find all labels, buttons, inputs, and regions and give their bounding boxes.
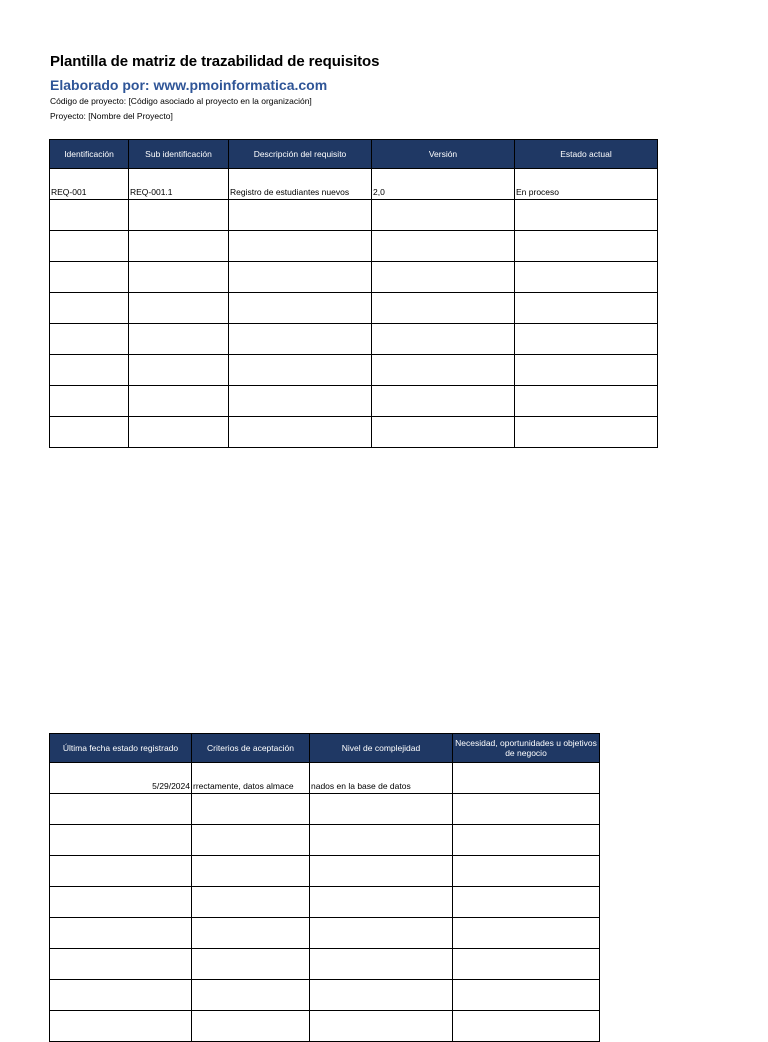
table-cell[interactable] — [50, 918, 192, 949]
table-cell[interactable] — [50, 231, 129, 262]
table-cell[interactable] — [515, 417, 658, 448]
table-cell[interactable] — [310, 918, 453, 949]
table-cell[interactable] — [192, 949, 310, 980]
table-cell[interactable] — [50, 262, 129, 293]
table-cell[interactable] — [192, 1011, 310, 1042]
table-cell[interactable]: nados en la base de datos — [310, 763, 453, 794]
table-cell[interactable] — [515, 324, 658, 355]
table-cell[interactable] — [192, 794, 310, 825]
table-cell[interactable] — [192, 887, 310, 918]
table-row — [50, 794, 600, 825]
requirements-detail-table — [49, 733, 600, 1042]
table-cell[interactable]: REQ-001.1 — [129, 169, 229, 200]
table-row — [50, 386, 658, 417]
table-cell[interactable] — [372, 200, 515, 231]
table-row — [50, 856, 600, 887]
table-cell[interactable] — [50, 324, 129, 355]
table-cell[interactable] — [310, 1011, 453, 1042]
table-row — [50, 200, 658, 231]
table-cell[interactable] — [515, 355, 658, 386]
table-cell[interactable] — [372, 324, 515, 355]
column-header: Identificación — [50, 140, 129, 169]
table-cell[interactable] — [229, 262, 372, 293]
table-row — [50, 293, 658, 324]
table-cell[interactable] — [310, 856, 453, 887]
table-cell[interactable] — [192, 856, 310, 887]
table-cell[interactable] — [50, 887, 192, 918]
table-cell[interactable] — [129, 386, 229, 417]
table-cell[interactable] — [192, 825, 310, 856]
table-cell[interactable] — [129, 200, 229, 231]
table-cell[interactable] — [372, 262, 515, 293]
table-row — [50, 763, 600, 794]
table-header-row — [50, 734, 600, 763]
table-cell[interactable] — [229, 293, 372, 324]
table-cell[interactable] — [50, 856, 192, 887]
column-header: Nivel de complejidad — [310, 734, 453, 763]
column-header: Versión — [372, 140, 515, 169]
table-cell[interactable] — [129, 417, 229, 448]
table-cell[interactable] — [129, 262, 229, 293]
column-header: Sub identificación — [129, 140, 229, 169]
table-cell[interactable] — [372, 386, 515, 417]
table-cell[interactable] — [310, 980, 453, 1011]
table-row — [50, 980, 600, 1011]
table-cell[interactable]: 2,0 — [372, 169, 515, 200]
project-code: Código de proyecto: [Código asociado al proyecto en la organización] — [50, 96, 312, 106]
table-row — [50, 825, 600, 856]
table-cell[interactable] — [453, 980, 600, 1011]
table-cell[interactable] — [229, 324, 372, 355]
table-header-row — [50, 140, 658, 169]
table-row — [50, 324, 658, 355]
table-cell[interactable] — [310, 825, 453, 856]
table-cell[interactable] — [129, 293, 229, 324]
table-cell[interactable] — [453, 949, 600, 980]
table-row — [50, 355, 658, 386]
table-cell[interactable] — [129, 324, 229, 355]
table-cell[interactable] — [229, 386, 372, 417]
column-header: Última fecha estado registrado — [50, 734, 192, 763]
table-cell[interactable] — [310, 887, 453, 918]
table-cell[interactable] — [229, 417, 372, 448]
column-header: Necesidad, oportunidades u objetivos de negocio — [453, 734, 600, 763]
page-title: Plantilla de matriz de trazabilidad de requisitos — [50, 53, 380, 70]
table-cell[interactable] — [372, 231, 515, 262]
table-cell[interactable] — [129, 231, 229, 262]
table-cell[interactable] — [50, 980, 192, 1011]
table-cell[interactable] — [515, 200, 658, 231]
table-cell[interactable] — [229, 355, 372, 386]
column-header: Estado actual — [515, 140, 658, 169]
table-cell[interactable]: REQ-001 — [50, 169, 129, 200]
table-cell[interactable] — [50, 386, 129, 417]
table-cell[interactable] — [372, 293, 515, 324]
table-cell[interactable] — [50, 293, 129, 324]
table-cell[interactable] — [453, 887, 600, 918]
column-header: Descripción del requisito — [229, 140, 372, 169]
table-cell[interactable] — [192, 918, 310, 949]
table-cell[interactable] — [192, 980, 310, 1011]
table-cell[interactable] — [310, 949, 453, 980]
column-header: Criterios de aceptación — [192, 734, 310, 763]
table-cell[interactable] — [453, 794, 600, 825]
table-cell[interactable] — [515, 262, 658, 293]
table-cell[interactable] — [372, 355, 515, 386]
table-row — [50, 949, 600, 980]
table-cell[interactable] — [50, 1011, 192, 1042]
table-cell[interactable]: Registro de estudiantes nuevos — [229, 169, 372, 200]
table-cell[interactable]: 5/29/2024 — [50, 763, 192, 794]
table-cell[interactable] — [50, 200, 129, 231]
table-cell[interactable]: En proceso — [515, 169, 658, 200]
table-cell[interactable] — [453, 763, 600, 794]
table-cell[interactable] — [129, 355, 229, 386]
table-cell[interactable] — [453, 825, 600, 856]
table-row — [50, 262, 658, 293]
table-cell[interactable] — [515, 386, 658, 417]
table-row — [50, 231, 658, 262]
table-cell[interactable] — [515, 231, 658, 262]
project-name: Proyecto: [Nombre del Proyecto] — [50, 111, 173, 121]
table-cell[interactable] — [453, 1011, 600, 1042]
table-row — [50, 417, 658, 448]
table-row — [50, 1011, 600, 1042]
table-cell[interactable] — [515, 293, 658, 324]
table-row — [50, 887, 600, 918]
table-cell[interactable] — [50, 825, 192, 856]
table-cell[interactable] — [50, 355, 129, 386]
table-cell[interactable] — [310, 794, 453, 825]
table-cell[interactable] — [229, 231, 372, 262]
table-cell[interactable] — [453, 856, 600, 887]
table-cell[interactable]: rrectamente, datos almace — [192, 763, 310, 794]
table-cell[interactable] — [50, 949, 192, 980]
requirements-table — [49, 139, 658, 448]
table-cell[interactable] — [50, 794, 192, 825]
table-row — [50, 918, 600, 949]
table-cell[interactable] — [372, 417, 515, 448]
table-cell[interactable] — [453, 918, 600, 949]
table-row — [50, 169, 658, 200]
table-cell[interactable] — [229, 200, 372, 231]
table-cell[interactable] — [50, 417, 129, 448]
author-subtitle: Elaborado por: www.pmoinformatica.com — [50, 77, 328, 93]
